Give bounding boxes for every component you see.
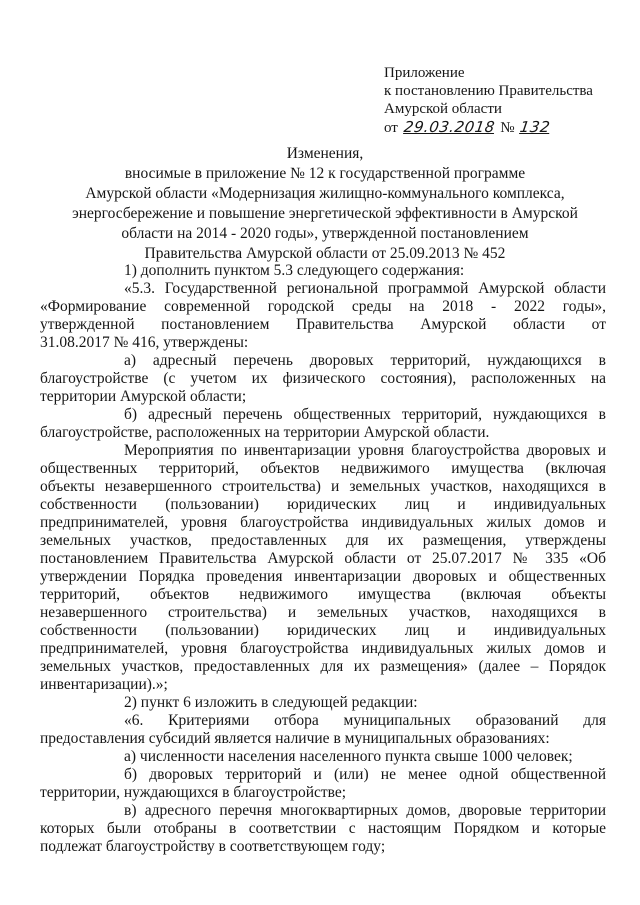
paragraph-inventory [40, 442, 606, 694]
handwritten-date: 29.03.2018 [402, 118, 496, 136]
text-line: 31.08.2017 № 416, утверждены: [40, 334, 249, 351]
text-line: благоустройстве, расположенных на территории Амурской области. [40, 424, 490, 441]
title-line: Амурской области «Модернизация жилищно-коммунального комплекса, [85, 185, 565, 202]
text-line: в) адресного перечня многоквартирных домов, дворовые территории [124, 802, 606, 819]
text-line: которых были отобраны в соответствии с настоящим Порядком и которые [40, 820, 606, 837]
title-line: вносимые в приложение № 12 к государственной программе [124, 165, 526, 182]
text-line: земельных участков, предоставленных для их размещения» (далее – Порядок [40, 658, 606, 675]
header-line-region: Амурской области [384, 101, 502, 117]
text-line: общественных территорий, объектов недвижимого имущества (включая [40, 460, 606, 477]
document-body [40, 262, 606, 856]
title-line: Правительства Амурской области от 25.09.2013 № 452 [144, 245, 506, 262]
text-line: объекты незавершенного строительства) и земельных участков, находящихся в [40, 478, 606, 495]
text-line: 1) дополнить пунктом 5.3 следующего содержания: [124, 262, 465, 279]
text-line: утверждении Порядка проведения инвентаризации дворовых и общественных [40, 568, 606, 585]
criterion-v [40, 802, 606, 856]
text-line: предпринимателей, уровня благоустройства индивидуальных жилых домов и [40, 514, 606, 531]
text-line: Мероприятия по инвентаризации уровня благоустройства дворовых и [124, 442, 606, 459]
text-line: территории Амурской области; [40, 388, 247, 405]
text-line: предоставления субсидий является наличие в муниципальных образованиях: [40, 730, 550, 747]
paragraph-5-3 [40, 280, 606, 352]
text-line: б) адресный перечень общественных территорий, нуждающихся в [124, 406, 606, 423]
text-line: собственности (пользовании) юридических лиц и индивидуальных [40, 496, 606, 513]
date-prefix: от [384, 120, 398, 136]
criterion-a [124, 748, 606, 766]
text-line: б) дворовых территорий и (или) не менее одной общественной [124, 766, 606, 783]
number-prefix: № [500, 120, 515, 136]
text-line: подлежат благоустройству в соответствующем году; [40, 838, 386, 855]
text-line: предпринимателей, уровня благоустройства индивидуальных жилых домов и [40, 640, 606, 657]
text-line: а) адресный перечень дворовых территорий, нуждающихся в [124, 352, 606, 369]
text-line: постановлением Правительства Амурской области от 25.07.2017 № 335 «Об [40, 550, 606, 567]
text-line: территорий, объектов недвижимого имущества (включая объекты [40, 586, 606, 603]
paragraph-a [40, 352, 606, 406]
text-line: «6. Критериями отбора муниципальных образований для [124, 712, 606, 729]
title-line: области на 2014 - 2020 годы», утвержденной постановлением [121, 225, 529, 242]
text-line: инвентаризации).»; [40, 676, 168, 693]
title-line: энергосбережение и повышение энергетической эффективности в Амурской [72, 205, 578, 222]
paragraph-b [40, 406, 606, 442]
header-line-date-number [384, 118, 624, 137]
text-line: утвержденной постановлением Правительства Амурской области от [40, 316, 606, 333]
text-line: «5.3. Государственной региональной программой Амурской области [124, 280, 606, 297]
header-line-appendix: Приложение [384, 65, 465, 81]
title-line: Изменения, [286, 145, 364, 162]
handwritten-number: 132 [519, 118, 552, 136]
text-line: незавершенного строительства) и земельных участков, находящихся в [40, 604, 606, 621]
paragraph-item-1 [124, 262, 606, 280]
text-line: собственности (пользовании) юридических лиц и индивидуальных [40, 622, 606, 639]
document-title [40, 144, 610, 264]
text-line: благоустройстве (с учетом их физического состояния), расположенных на [40, 370, 606, 387]
header-line-decree: к постановлению Правительства [384, 83, 593, 99]
paragraph-6 [40, 712, 606, 748]
text-line: земельных участков, предоставленных для их размещения, утверждены [40, 532, 606, 549]
text-line: «Формирование современной городской среды на 2018 - 2022 годы», [40, 298, 606, 315]
paragraph-item-2 [124, 694, 606, 712]
text-line: территории, нуждающихся в благоустройстве; [40, 784, 347, 801]
text-line: а) численности населения населенного пункта свыше 1000 человек; [124, 748, 573, 765]
criterion-b [40, 766, 606, 802]
appendix-header [384, 64, 624, 137]
text-line: 2) пункт 6 изложить в следующей редакции: [124, 694, 418, 711]
